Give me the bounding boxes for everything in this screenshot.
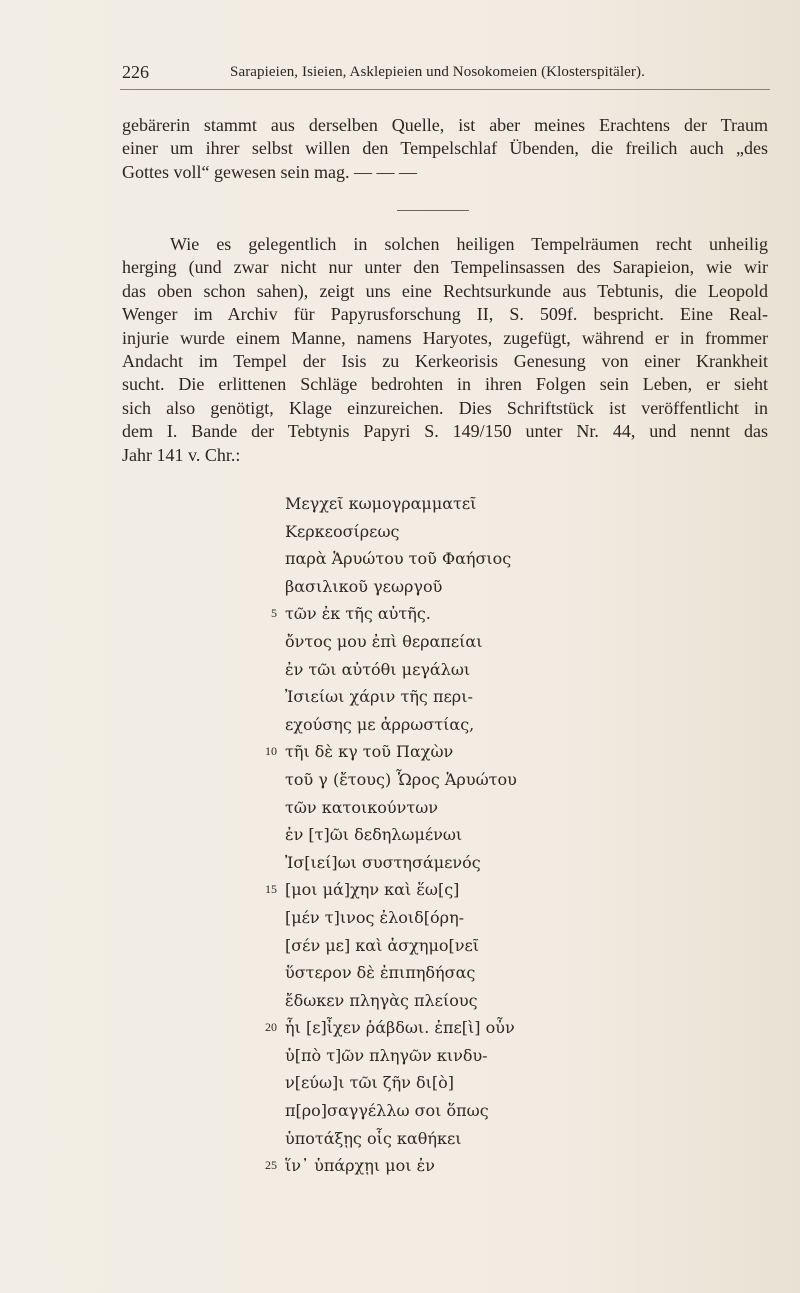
greek-line-text: Κερκεοσίρεως — [285, 521, 400, 541]
greek-line — [265, 1014, 765, 1042]
text-line: Jahr 141 v. Chr.: — [122, 444, 241, 465]
greek-line — [265, 876, 765, 904]
text-line: Wie es gelegentlich in solchen heiligen Tempelräumen recht unheilig — [170, 234, 768, 254]
paragraph-2 — [122, 233, 768, 467]
text-line: herging (und zwar nicht nur unter den Tempelinsassen des Sarapieion, wie wir — [122, 257, 768, 278]
greek-line-text: τοῦ γ (ἔτους) Ὧρος Ἁρυώτου — [285, 769, 517, 789]
page-header — [122, 62, 770, 86]
text-line: das oben schon sahen), zeigt uns eine Rechtsurkunde aus Tebtunis, die Leopold — [122, 280, 768, 301]
greek-line — [285, 932, 765, 960]
text-line: einer um ihrer selbst willen den Tempelschlaf Übenden, die freilich auch „des — [122, 138, 768, 159]
greek-line — [285, 1097, 765, 1125]
greek-line-text: ἵν᾿ ὑπάρχῃι μοι ἐν — [285, 1156, 435, 1176]
greek-line — [285, 904, 765, 932]
greek-line — [285, 683, 765, 711]
line-number: 5 — [271, 606, 277, 621]
greek-line-text: βασιλικοῦ γεωργοῦ — [285, 576, 443, 596]
greek-line-text: ὑ[πὸ τ]ῶν πληγῶν κινδυ- — [285, 1045, 488, 1065]
greek-line-text: ἔδωκεν πληγὰς πλείους — [285, 990, 478, 1010]
greek-line-text: ἐν τῶι αὐτόθι μεγάλωι — [285, 659, 471, 679]
greek-line — [285, 1125, 765, 1153]
running-title: Sarapieien, Isieien, Asklepieien und Nosokomeien (Klosterspitäler). — [230, 64, 645, 80]
greek-line — [285, 545, 765, 573]
line-number: 15 — [265, 882, 277, 897]
line-number: 25 — [265, 1158, 277, 1173]
greek-line — [285, 518, 765, 546]
greek-line-text: ν[εύω]ι τῶι ζῆν δι[ὸ] — [285, 1073, 454, 1093]
greek-line-text: [σέν με] καὶ ἀσχημο[νεῖ — [285, 935, 480, 955]
greek-line-text: ὄντος μου ἐπὶ θεραπείαι — [285, 631, 483, 651]
paragraph-1 — [122, 114, 768, 184]
greek-line-text: Ἰσιείωι χάριν τῆς περι- — [285, 687, 473, 707]
line-number: 20 — [265, 1020, 277, 1035]
greek-line-text: [μοι μά]χην καὶ ἕω[ς] — [285, 880, 460, 900]
greek-line-text: τῶν ἐκ τῆς αὐτῆς. — [285, 604, 431, 624]
greek-line — [285, 987, 765, 1015]
greek-line-text: ἧι [ε]ἶχεν ῥάβδωι. ἐπε[ὶ] οὖν — [285, 1018, 515, 1038]
greek-line-text: π[ρο]σαγγέλλω σοι ὅπως — [285, 1101, 489, 1121]
text-line: dem I. Bande der Tebtynis Papyri S. 149/150 unter Nr. 44, und nennt das — [122, 421, 768, 442]
greek-line — [285, 794, 765, 822]
greek-line — [285, 821, 765, 849]
greek-line — [285, 711, 765, 739]
greek-line — [285, 573, 765, 601]
greek-line — [285, 656, 765, 684]
greek-line — [285, 959, 765, 987]
header-rule — [120, 89, 770, 90]
text-line: sich also genötigt, Klage einzureichen. Dies Schriftstück ist veröffentlicht in — [122, 397, 768, 418]
greek-line — [285, 849, 765, 877]
greek-line-text: εχούσης με ἀρρωστίας, — [285, 714, 475, 734]
greek-line-text: Ἰσ[ιεί]ωι συστησάμενός — [285, 852, 481, 872]
greek-line-text: ὑποτάξῃς οἷς καθήκει — [285, 1128, 462, 1148]
greek-line — [285, 1069, 765, 1097]
greek-line — [265, 1152, 765, 1180]
greek-line-text: ἐν [τ]ῶι δεδηλωμένωι — [285, 825, 463, 845]
greek-line — [271, 600, 765, 628]
page-number: 226 — [122, 62, 149, 82]
text-line: injurie wurde einem Manne, namens Haryotes, zugefügt, während er in frommer — [122, 327, 768, 348]
greek-line — [265, 738, 765, 766]
greek-line-text: παρὰ Ἁρυώτου τοῦ Φαήσιος — [285, 549, 512, 569]
greek-line — [285, 766, 765, 794]
text-line: Wenger im Archiv für Papyrusforschung II, S. 509f. bespricht. Eine Real- — [122, 304, 768, 325]
greek-papyrus-text — [265, 490, 765, 1180]
text-line: sucht. Die erlittenen Schläge bedrohten in ihren Folgen sein Leben, er sieht — [122, 374, 768, 395]
text-line: Andacht im Tempel der Isis zu Kerkeorisis Genesung von einer Krankheit — [122, 351, 768, 372]
greek-line-text: ὕστερον δὲ ἐπιπηδήσας — [285, 963, 476, 983]
line-number: 10 — [265, 744, 277, 759]
text-line: gebärerin stammt aus derselben Quelle, ist aber meines Erachtens der Traum — [122, 115, 768, 135]
section-divider — [397, 210, 469, 211]
greek-line — [285, 1042, 765, 1070]
greek-line-text: [μέν τ]ινος ἐλοιδ[όρη- — [285, 907, 465, 927]
text-line: Gottes voll“ gewesen sein mag. — — — — [122, 161, 417, 182]
greek-line — [285, 490, 765, 518]
greek-line — [285, 628, 765, 656]
greek-line-text: τῶν κατοικούντων — [285, 797, 438, 817]
greek-line-text: τῆι δὲ κγ τοῦ Παχὼν — [285, 742, 454, 762]
greek-line-text: Μεγχεῖ κωμογραμματεῖ — [285, 494, 477, 513]
